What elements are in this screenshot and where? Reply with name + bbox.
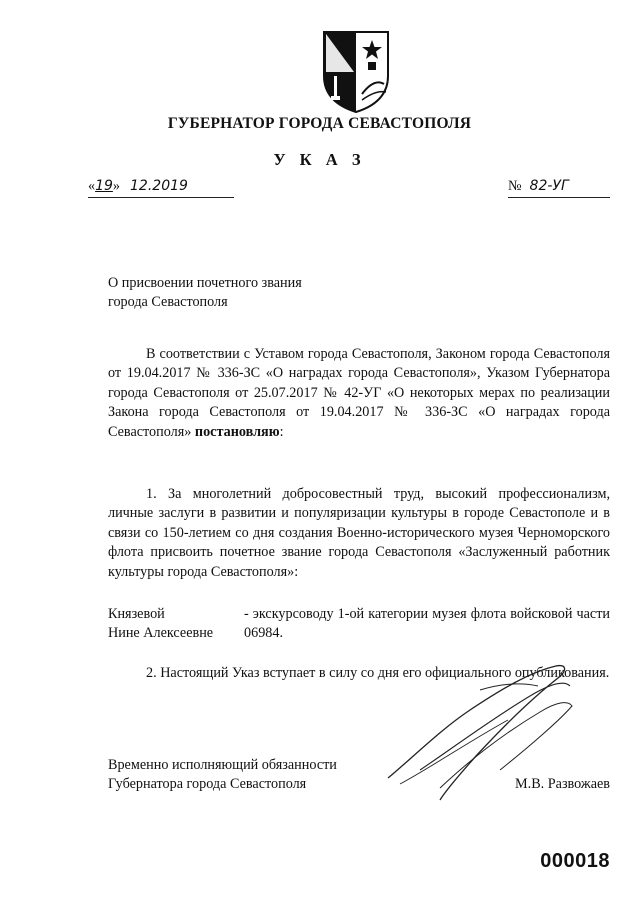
date-close-quote: » — [112, 178, 121, 194]
awardee-given-names: Нине Алексеевне — [108, 625, 214, 642]
item-1-paragraph — [108, 485, 610, 582]
awardee-description — [244, 605, 610, 644]
signatory-title-line-2: Губернатора города Севастополя — [108, 776, 307, 793]
award-description-text: экскурсоводу 1-ой категории музея флота войсковой части 06984. — [244, 606, 611, 642]
subject-line-1: О присвоении почетного звания — [108, 275, 302, 291]
preamble-text: В соответствии с Уставом города Севастополя, Законом города Севастополя от 19.04.2017 № 336-ЗС «О наградах города Севастополя», Указом Губернатора города Севастополя от 25.07.2017 № 42-УГ «О некоторых мерах по реализации Закона города Севастополя от 19.04.2017 № 336-ЗС «О наградах города Севастополя» — [108, 346, 610, 440]
preamble-colon: : — [279, 423, 284, 440]
decree-subject — [108, 274, 302, 313]
awardee-surname: Князевой — [108, 606, 165, 622]
decree-word: постановляю — [194, 423, 280, 440]
item-1-text: 1. За многолетний добросовестный труд, высокий профессионализм, личные заслуги в развитии и популяризации культуры в городе Севастополе и в связи со 150-летием со дня создания Военно-исторического музея Черноморского флота присвоить почетное звание города Севастополя «Заслуженный работник культуры города Севастополя»: — [108, 486, 610, 580]
issuing-authority: ГУБЕРНАТОР ГОРОДА СЕВАСТОПОЛЯ — [167, 115, 472, 132]
number-field — [508, 177, 610, 198]
signatory-title-line-1: Временно исполняющий обязанности — [108, 757, 337, 773]
date-open-quote: « — [88, 178, 96, 194]
signatory-name: М.В. Развожаев — [515, 776, 610, 792]
number-value: 82-УГ — [529, 178, 569, 194]
awardee-name — [108, 605, 213, 644]
date-day: 19 — [95, 178, 113, 194]
preamble-paragraph — [108, 345, 610, 442]
date-field — [88, 177, 234, 198]
signatory-title — [108, 756, 337, 795]
number-label: № — [508, 178, 522, 194]
document-type: У К А З — [273, 150, 366, 169]
award-dash: - — [244, 606, 249, 622]
item-2-text: 2. Настоящий Указ вступает в силу со дня его официального опубликования. — [146, 665, 610, 681]
date-month-year: 12.2019 — [130, 178, 188, 194]
sevastopol-coat-of-arms-icon — [320, 28, 392, 114]
document-serial-number: 000018 — [540, 850, 610, 872]
subject-line-2: города Севастополя — [108, 294, 228, 311]
